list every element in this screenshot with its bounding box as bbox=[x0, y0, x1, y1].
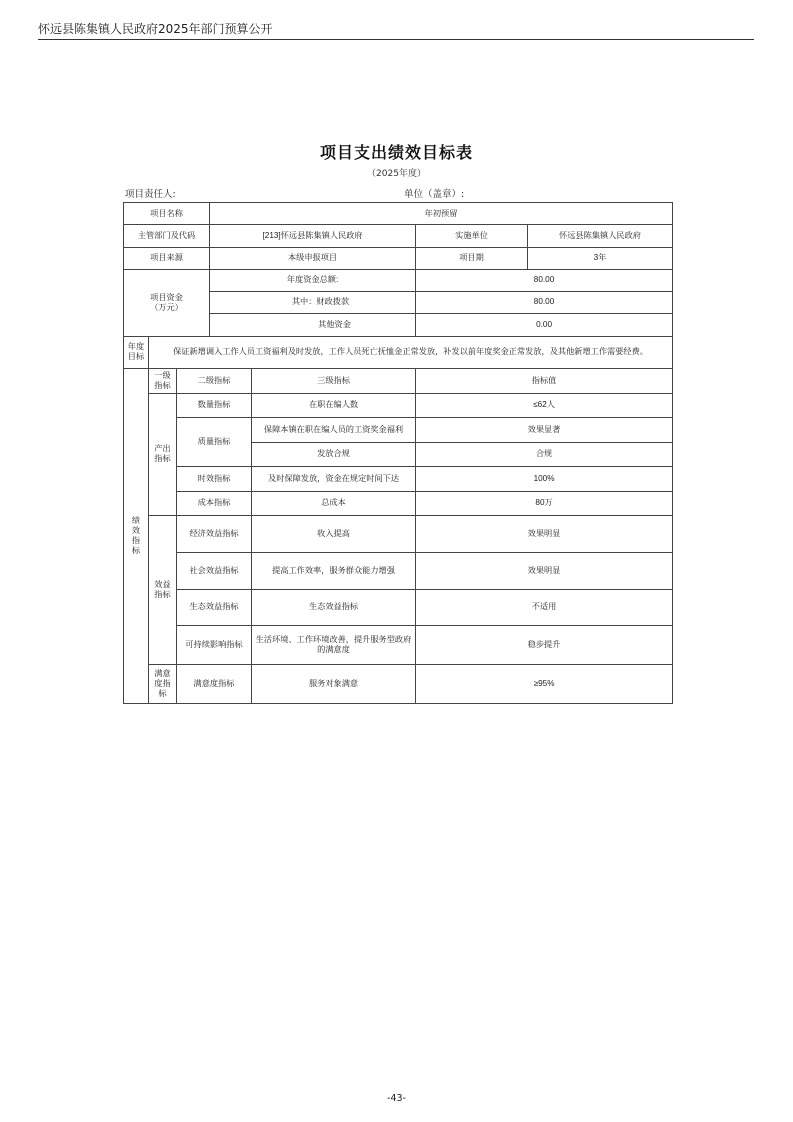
table-row bbox=[124, 418, 673, 442]
level2-cell: 可持续影响指标 bbox=[177, 626, 252, 665]
table-row bbox=[124, 225, 673, 247]
performance-indicator-label: 绩 效 指 标 bbox=[124, 369, 149, 704]
level2-header: 二级指标 bbox=[177, 369, 252, 393]
header-divider bbox=[38, 39, 754, 40]
funds-label: 项目资金 （万元） bbox=[124, 270, 210, 336]
performance-target-table bbox=[123, 202, 673, 704]
indicator-value: 100% bbox=[416, 467, 673, 491]
other-funds-value: 0.00 bbox=[416, 314, 673, 336]
level3-cell: 服务对象满意 bbox=[252, 665, 416, 704]
indicator-value: 稳步提升 bbox=[416, 626, 673, 665]
table-row bbox=[124, 393, 673, 417]
page-header: 怀远县陈集镇人民政府2025年部门预算公开 bbox=[38, 22, 273, 36]
indicator-value: ≥95% bbox=[416, 665, 673, 704]
project-name-label: 项目名称 bbox=[124, 203, 210, 225]
table-row bbox=[124, 552, 673, 589]
output-indicator-label: 产出 指标 bbox=[149, 393, 177, 515]
level3-cell: 收入提高 bbox=[252, 516, 416, 553]
level1-header: 一级 指标 bbox=[149, 369, 177, 393]
indicator-value: ≤62人 bbox=[416, 393, 673, 417]
indicator-value: 合规 bbox=[416, 442, 673, 466]
annual-total-label: 年度资金总额: bbox=[210, 270, 416, 291]
project-name-value: 年初预留 bbox=[210, 203, 673, 225]
level3-cell: 在职在编人数 bbox=[252, 393, 416, 417]
impl-label: 实施单位 bbox=[416, 225, 528, 247]
document-title: 项目支出绩效目标表 bbox=[319, 143, 473, 162]
table-row bbox=[124, 665, 673, 704]
period-label: 项目期 bbox=[416, 247, 528, 269]
level2-cell: 社会效益指标 bbox=[177, 552, 252, 589]
level2-cell: 经济效益指标 bbox=[177, 516, 252, 553]
indicator-value: 不适用 bbox=[416, 589, 673, 626]
level3-cell: 发放合规 bbox=[252, 442, 416, 466]
annual-total-value: 80.00 bbox=[416, 270, 673, 291]
fiscal-value: 80.00 bbox=[416, 291, 673, 313]
indicator-value: 效果显著 bbox=[416, 418, 673, 442]
level3-cell: 提高工作效率，服务群众能力增强 bbox=[252, 552, 416, 589]
table-row bbox=[124, 369, 673, 393]
table-row bbox=[124, 491, 673, 515]
indicator-value: 80万 bbox=[416, 491, 673, 515]
dept-value: [213]怀远县陈集镇人民政府 bbox=[210, 225, 416, 247]
table-row bbox=[124, 589, 673, 626]
level3-cell: 及时保障发放，资金在规定时间下达 bbox=[252, 467, 416, 491]
level2-cell: 时效指标 bbox=[177, 467, 252, 491]
benefit-indicator-label: 效益 指标 bbox=[149, 516, 177, 665]
source-value: 本级申报项目 bbox=[210, 247, 416, 269]
level3-cell: 保障本镇在职在编人员的工资奖金福利 bbox=[252, 418, 416, 442]
table-row bbox=[124, 516, 673, 553]
table-row bbox=[124, 626, 673, 665]
level2-cell: 满意度指标 bbox=[177, 665, 252, 704]
page-number: -43- bbox=[387, 1093, 406, 1104]
table-row bbox=[124, 467, 673, 491]
dept-label: 主管部门及代码 bbox=[124, 225, 210, 247]
level3-cell: 总成本 bbox=[252, 491, 416, 515]
indicator-value: 效果明显 bbox=[416, 552, 673, 589]
value-header: 指标值 bbox=[416, 369, 673, 393]
level3-header: 三级指标 bbox=[252, 369, 416, 393]
table-row bbox=[124, 203, 673, 225]
table-row bbox=[124, 247, 673, 269]
other-funds-label: 其他资金 bbox=[210, 314, 416, 336]
level3-cell: 生活环境、工作环境改善，提升服务型政府的满意度 bbox=[252, 626, 416, 665]
annual-goal-text: 保证新增调入工作人员工资福利及时发放，工作人员死亡抚恤金正常发放，补发以前年度奖金正常发放，及其他新增工作需要经费。 bbox=[149, 336, 673, 369]
level2-cell: 生态效益指标 bbox=[177, 589, 252, 626]
level2-cell: 数量指标 bbox=[177, 393, 252, 417]
indicator-value: 效果明显 bbox=[416, 516, 673, 553]
impl-value: 怀远县陈集镇人民政府 bbox=[528, 225, 673, 247]
document-year: （2025年度） bbox=[367, 169, 426, 179]
annual-goal-label: 年度 目标 bbox=[124, 336, 149, 369]
level2-cell: 成本指标 bbox=[177, 491, 252, 515]
period-value: 3年 bbox=[528, 247, 673, 269]
table-row bbox=[124, 270, 673, 291]
level2-cell: 质量指标 bbox=[177, 418, 252, 467]
fiscal-label: 其中：财政拨款 bbox=[210, 291, 416, 313]
unit-seal-label: 单位（盖章）: bbox=[404, 189, 465, 200]
satisfaction-indicator-label: 满意 度指 标 bbox=[149, 665, 177, 704]
table-row bbox=[124, 336, 673, 369]
level3-cell: 生态效益指标 bbox=[252, 589, 416, 626]
responsible-person-label: 项目责任人: bbox=[125, 189, 176, 200]
source-label: 项目来源 bbox=[124, 247, 210, 269]
